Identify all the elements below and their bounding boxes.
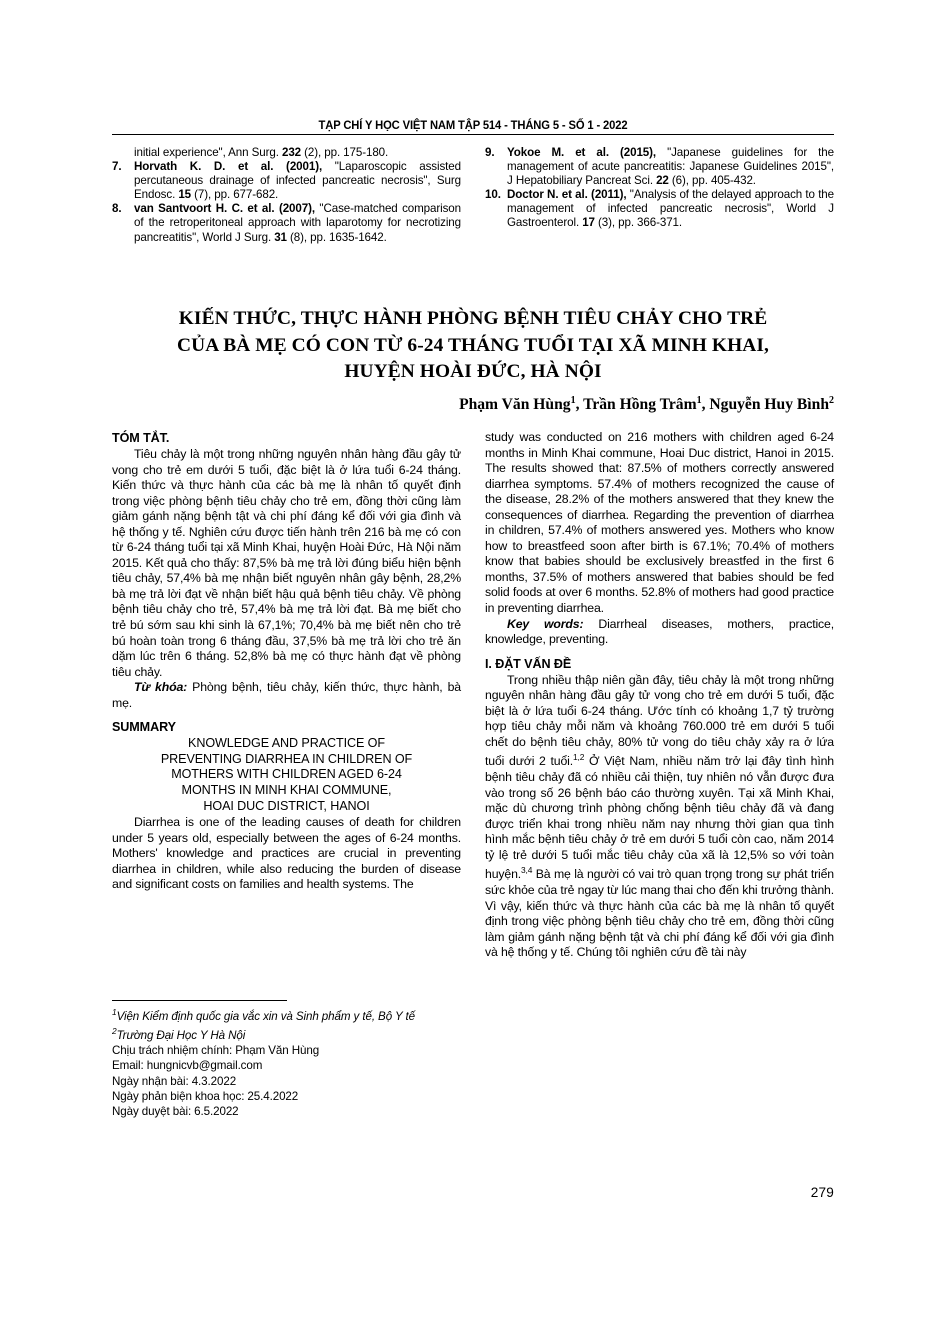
section-heading-introduction: I. ĐẶT VẤN ĐỀ: [485, 656, 572, 671]
footnote-affiliation-1: $^1$Viện Kiểm định quốc gia vắc xin và Sinh phẩm y tế, Bộ Y tế: [112, 1007, 415, 1023]
reference-item: [112, 160, 461, 202]
article-title-line-2: CỦA BÀ MẸ CÓ CON TỪ 6-24 THÁNG TUỔI TẠI XÃ MINH KHAI,: [177, 334, 769, 356]
reference-text: Horvath K. D. et al. (2001), "Laparoscopic assisted percutaneous drainage of infected pancreatic necrosis", Surg Endosc. 15 (7), pp. 677-682.: [134, 160, 461, 202]
abstract-en-body-part-2: study was conducted on 216 mothers with children aged 6-24 months in Minh Khai commune, Hoai Duc district, Hanoi in 2015. The results showed that: 87.5% of mothers correctly answered diarrhea symptoms. 57.4% of mothers recognized the cause of the disease, 28.2% of the mothers answered that they knew the consequences of diarrhea. Regarding the prevention of diarrhea in children, 57.4% of mothers answered yes. Mothers who know how to breastfeed soon after birth is 67.1%; 70.4% of mothers know that babies should be exclusively breastfed in the first 6 months, 37.5% of mothers answered that babies should be fed solid foods at over 6 months. 52.8% of mothers had good practice in preventing diarrhea.: [485, 430, 834, 616]
reference-item: [485, 146, 834, 188]
reference-number: 8.: [112, 202, 122, 216]
reference-text: Doctor N. et al. (2011), "Analysis of the delayed approach to the management of infected pancreatic necrosis", World J Gastroenterol. 17 (3), pp. 366-371.: [507, 188, 835, 230]
footnote-date-accepted: Ngày duyệt bài: 6.5.2022: [112, 1104, 239, 1118]
reference-number: 10.: [485, 188, 501, 202]
abstract-vi-body: Tiêu chảy là một trong những nguyên nhân hàng đầu gây tử vong cho trẻ em dưới 5 tuổi, đặc biệt là ở lứa tuổi 6-24 tháng. Kiến thức và thực hành của các bà mẹ là nhân tố quyết định trong việc phòng bệnh tiêu chảy cho trẻ em, đồng thời cũng làm giảm gánh nặng bệnh tật và chi phí đáng kể đối với gia đình và hệ thống y tế. Nghiên cứu được tiến hành trên 216 bà mẹ có con từ 6-24 tháng tuổi tại xã Minh Khai, huyện Hoài Đức, Hà Nội năm 2015. Kết quả cho thấy: 87,5% bà mẹ trả lời đúng biểu hiện bệnh tiêu chảy, 57,4% bà mẹ nhận biết nguyên nhân gây bệnh, 28,2% bà mẹ trả lời đạt về nhận biết hậu quả bệnh tiêu chảy. Về phòng bệnh tiêu chảy cho trẻ, 57,4% bà mẹ trả lời đạt. Bà mẹ biết cho trẻ bú sớm sau khi sinh là 67,1%; 70,4% bà mẹ biết nên cho trẻ bú hoàn toàn trong 6 tháng đầu, 37,5% bà mẹ trả lời cho trẻ ăn dặm lúc trên 6 tháng. 52,8% bà mẹ có thực hành đạt về phòng tiêu chảy.: [112, 447, 461, 679]
reference-number: 7.: [112, 160, 122, 174]
article-title-line-3: HUYỆN HOÀI ĐỨC, HÀ NỘI: [344, 361, 602, 382]
citation-marker: 3,4: [521, 865, 533, 876]
article-title-line-1: KIẾN THỨC, THỰC HÀNH PHÒNG BỆNH TIÊU CHẢY CHO TRẺ: [178, 308, 768, 329]
footnote-rule: [112, 1000, 287, 1001]
footnote-date-received: Ngày nhận bài: 4.3.2022: [112, 1074, 237, 1088]
abstract-en-keywords: Key words: Diarrheal diseases, mothers, practice, knowledge, preventing.: [485, 616, 834, 647]
references-columns: [112, 146, 834, 245]
reference-item: [485, 188, 834, 230]
abstract-en-title: [112, 736, 461, 814]
reference-text: van Santvoort H. C. et al. (2007), "Case-matched comparison of the retroperitoneal approach with laparotomy for necrotizing pancreatitis", World J Surg. 31 (8), pp. 1635-1642.: [134, 202, 461, 244]
reference-item: [112, 202, 461, 244]
running-head-area: [112, 118, 834, 135]
footnote-corresponding-author: Chịu trách nhiệm chính: Phạm Văn Hùng: [112, 1044, 320, 1058]
citation-marker: 1,2: [573, 752, 585, 763]
footnote-block: [112, 1000, 461, 1119]
references-right-column: [485, 146, 834, 245]
introduction-paragraph: Trong nhiều thập niên gần đây, tiêu chảy là một trong những nguyên nhân hàng đầu gây tử vong cho trẻ em dưới 5 tuổi, đặc biệt là ở lứa tuổi 6-24 tháng. Ước tính có khoảng 1,7 tỷ trường hợp tiêu chảy mỗi năm và khoảng 760.000 trẻ em dưới 5 tuổi chết do bệnh tiêu chảy, 80% tử vong do tiêu chảy xảy ra ở lứa tuổi dưới 2 tuổi.$^{1,2}$ Ở Việt Nam, nhiều năm trở lại đây tình hình bệnh tiêu chảy đã có nhiều cải thiện, tuy nhiên nó vẫn được đưa vào trong số 26 bệnh báo cáo thường xuyên. Tại xã Minh Khai, mặc dù chương trình phòng chống bệnh tiêu chảy đã và đang được triển khai trong nhiều năm nay nhưng thời gian qua tình hình mắc bệnh tiêu chảy ở trẻ em dưới 5 tuổi còn cao, năm 2014 tỷ lệ trẻ dưới 5 tuổi mắc tiêu chảy của xã là 12,5% so với toàn huyện.$^{3,4}$ Bà mẹ là người có vai trò quan trọng trong sự phát triển sức khỏe của trẻ ngay từ lúc mang thai cho đến khi trưởng thành. Vì vậy, kiến thức và thực hành của các bà mẹ là nhân tố quyết định trong việc phòng bệnh tiêu chảy cho trẻ em, đồng thời cũng làm giảm gánh nặng bệnh tật và chi phí đáng kể đối với gia đình và hệ thống y tế. Chúng tôi nghiên cứu đề tài này: [485, 672, 834, 960]
reference-list-right: [485, 146, 834, 231]
reference-list-left: [112, 146, 461, 245]
footnote-date-reviewed: Ngày phản biện khoa học: 25.4.2022: [112, 1089, 299, 1103]
body-right-column: [485, 430, 834, 961]
article-title: [112, 306, 834, 386]
reference-text: Yokoe M. et al. (2015), "Japanese guidelines for the management of acute pancreatitis: Japanese Guidelines 2015", J Hepatobiliary Pancreat Sci. 22 (6), pp. 405-432.: [507, 146, 834, 188]
reference-item: [112, 146, 461, 160]
running-head-text: TẠP CHÍ Y HỌC VIỆT NAM TẬP 514 - THÁNG 5 - SỐ 1 - 2022: [318, 118, 628, 132]
running-head-rule: [112, 134, 834, 135]
reference-number: 9.: [485, 146, 495, 159]
abstract-en-title-line-3: MOTHERS WITH CHILDREN AGED 6-24: [171, 767, 402, 782]
abstract-en-title-line-2: PREVENTING DIARRHEA IN CHILDREN OF: [160, 751, 413, 766]
abstract-en-title-line-1: KNOWLEDGE AND PRACTICE OF: [188, 736, 385, 751]
footnote-affiliation-2: $^2$Trường Đại Học Y Hà Nội: [112, 1026, 246, 1042]
abstract-vi-keywords: Từ khóa: Phòng bệnh, tiêu chảy, kiến thức, thực hành, bà mẹ.: [112, 680, 461, 710]
body-left-column: [112, 430, 461, 961]
abstract-en-title-line-5: HOAI DUC DISTRICT, HANOI: [203, 798, 370, 813]
page-number: 279: [810, 1185, 834, 1200]
abstract-vi-heading: TÓM TẮT.: [112, 431, 170, 445]
references-left-column: [112, 146, 461, 245]
abstract-en-body-part-1: Diarrhea is one of the leading causes of death for children under 5 years old, especially between the ages of 6-24 months. Mothers' knowledge and practices are crucial in preventing diarrhea in children, while also reducing the burden of disease and significant costs on families and health systems. The: [112, 815, 461, 892]
footnote-email: Email: hungnicvb@gmail.com: [112, 1059, 263, 1073]
reference-text: initial experience", Ann Surg. 232 (2), pp. 175-180.: [134, 146, 389, 159]
abstract-en-title-line-4: MONTHS IN MINH KHAI COMMUNE,: [181, 783, 392, 798]
body-columns: [112, 430, 834, 961]
article-authors: Phạm Văn Hùng$^1$, Trần Hồng Trâm$^1$, Nguyễn Huy Bình$^2$: [459, 395, 834, 414]
abstract-en-heading: SUMMARY: [112, 720, 176, 735]
